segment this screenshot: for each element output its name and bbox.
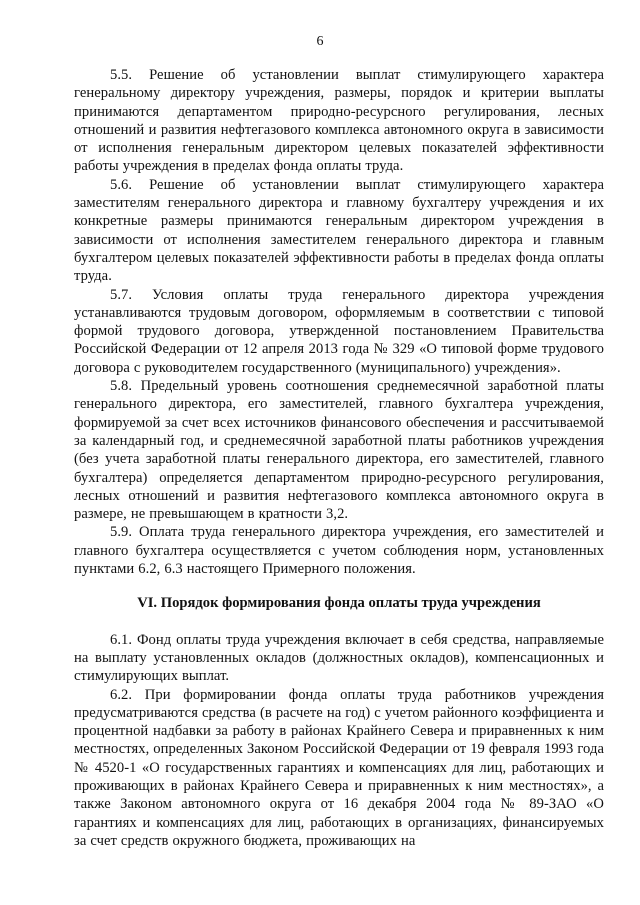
paragraph-5-6: 5.6. Решение об установлении выплат стимулирующего характера заместителям генерального директора и главному бухгалтеру учреждения и их конкретные размеры принимаются генеральным директором учреждения в зависимости от исполнения заместителем генерального директора и главным бухгалтером целевых показателей эффективности работы в пределах фонда оплаты труда.	[74, 176, 604, 285]
paragraph-5-5: 5.5. Решение об установлении выплат стимулирующего характера генеральному директору учреждения, размеры, порядок и критерии выплаты принимаются департаментом природно-ресурсного регулирования, лесных отношений и развития нефтегазового комплекса автономного округа в зависимости от исполнения генеральным директором целевых показателей эффективности работы учреждения в пределах фонда оплаты труда.	[74, 67, 604, 175]
paragraph-6-1: 6.1. Фонд оплаты труда учреждения включает в себя средства, направляемые на выплату установленных окладов (должностных окладов), компенсационных и стимулирующих выплат.	[74, 631, 604, 685]
paragraph-6-2: 6.2. При формировании фонда оплаты труда работников учреждения предусматриваются средства (в расчете на год) с учетом районного коэффициента и процентной надбавки за работу в районах Крайнего Севера и приравненных к ним местностях, определенных Законом Российской Федерации от 19 февраля 1993 года № 4520-1 «О государственных гарантиях и компенсациях для лиц, работающих и проживающих в районах Крайнего Севера и приравненных к ним местностях», а также Законом автономного округа от 16 декабря 2004 года № 89-ЗАО «О гарантиях и компенсациях для лиц, работающих в организациях, финансируемых за счет средств окружного бюджета, проживающих на	[74, 686, 604, 849]
paragraph-5-8: 5.8. Предельный уровень соотношения среднемесячной заработной платы генерального директора, его заместителей, главного бухгалтера учреждения, формируемой за счет всех источников финансового обеспечения и рассчитываемой за календарный год, и среднемесячной заработной платы работников учреждения (без учета заработной платы генерального директора, его заместителей, главного бухгалтера) определяется департаментом природно-ресурсного регулирования, лесных отношений и развития нефтегазового комплекса автономного округа в размере, не превышающем в кратности 3,2.	[74, 378, 604, 523]
document-body	[74, 66, 604, 850]
page-number: 6	[316, 34, 324, 49]
paragraph-5-9: 5.9. Оплата труда генерального директора учреждения, его заместителей и главного бухгалтера осуществляется с учетом соблюдения норм, установленных пунктами 6.2, 6.3 настоящего Примерного положения.	[74, 524, 604, 578]
paragraph-5-7: 5.7. Условия оплаты труда генерального директора учреждения устанавливаются трудовым договором, оформляемым в соответствии с типовой формой трудового договора, утвержденной постановлением Правительства Российской Федерации от 12 апреля 2013 года № 329 «О типовой форме трудового договора с руководителем государственного (муниципального) учреждения».	[74, 286, 604, 376]
section-heading: VI. Порядок формирования фонда оплаты труда учреждения	[137, 595, 541, 612]
